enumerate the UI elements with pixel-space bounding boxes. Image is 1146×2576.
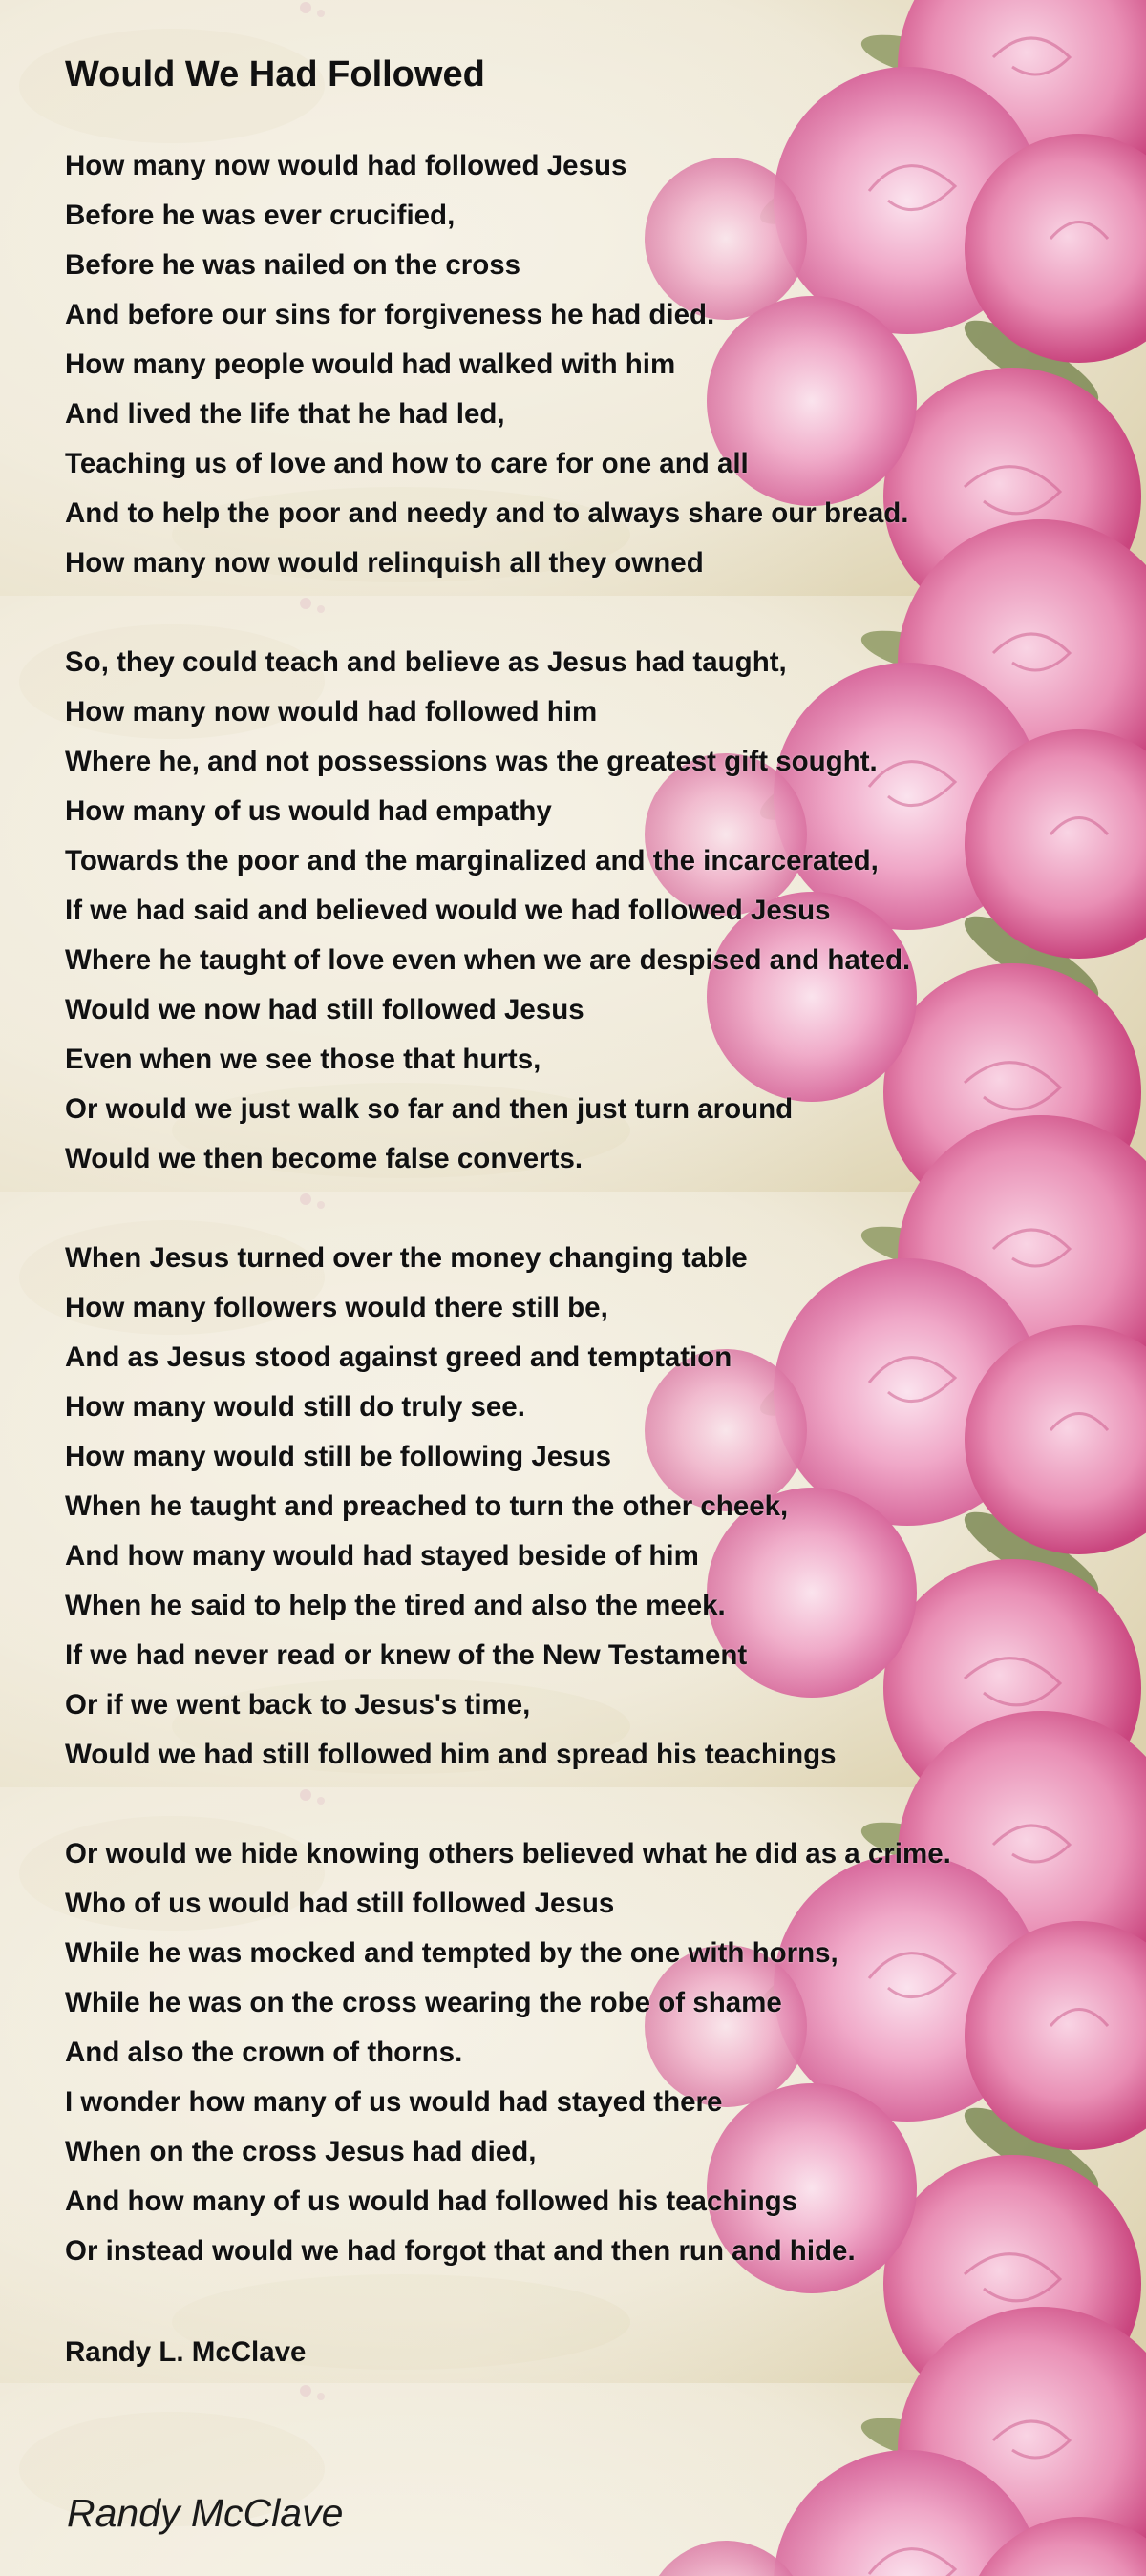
poem-line: How many would still do truly see.: [65, 1391, 525, 1423]
poem-line: How many of us would had empathy: [65, 795, 552, 827]
poem-line: Teaching us of love and how to care for one and all: [65, 448, 749, 479]
poem-line: If we had never read or knew of the New Testament: [65, 1639, 748, 1671]
poem-line: Would we then become false converts.: [65, 1143, 584, 1174]
poem-line: Where he, and not possessions was the greatest gift sought.: [65, 746, 878, 777]
stanza-2: [65, 638, 910, 1184]
poem-line: And before our sins for forgiveness he had died.: [65, 299, 715, 330]
poem-line: Before he was nailed on the cross: [65, 249, 521, 281]
poem-line: Or would we hide knowing others believed what he did as a crime.: [65, 1838, 951, 1869]
poem-line: Who of us would had still followed Jesus: [65, 1888, 615, 1919]
poem-line: Towards the poor and the marginalized and the incarcerated,: [65, 845, 879, 876]
poem-author: Randy L. McClave: [65, 2336, 307, 2368]
author-signature: Randy McClave: [67, 2491, 344, 2535]
poem-line: Or would we just walk so far and then just turn around: [65, 1093, 794, 1125]
poem-line: And as Jesus stood against greed and temptation: [65, 1341, 732, 1373]
stanza-1: [65, 141, 909, 588]
poem-line: And how many would had stayed beside of him: [65, 1540, 699, 1572]
poem-line: And also the crown of thorns.: [65, 2037, 463, 2068]
poem-line: And how many of us would had followed his teachings: [65, 2185, 798, 2217]
poem-line: Would we had still followed him and spread his teachings: [65, 1739, 837, 1770]
poem-line: When Jesus turned over the money changing table: [65, 1242, 748, 1274]
poem-line: How many people would had walked with him: [65, 348, 676, 380]
poem-line: How many followers would there still be,: [65, 1292, 608, 1323]
poem-line: How many would still be following Jesus: [65, 1441, 612, 1472]
poem-line: And to help the poor and needy and to always share our bread.: [65, 497, 909, 529]
poem-line: How many now would relinquish all they owned: [65, 547, 704, 579]
poem-line: When he taught and preached to turn the other cheek,: [65, 1490, 789, 1522]
poem-line: Before he was ever crucified,: [65, 200, 456, 231]
poem-line: When he said to help the tired and also the meek.: [65, 1590, 726, 1621]
poem-title: Would We Had Followed: [65, 54, 485, 95]
poem-line: How many now would had followed him: [65, 696, 598, 728]
stanza-3: [65, 1234, 837, 1780]
poem-line: While he was mocked and tempted by the one with horns,: [65, 1937, 838, 1969]
poem-line: So, they could teach and believe as Jesus had taught,: [65, 646, 787, 678]
poem-line: I wonder how many of us would had stayed there: [65, 2086, 723, 2118]
poem-line: Or instead would we had forgot that and then run and hide.: [65, 2235, 856, 2267]
poem-line: When on the cross Jesus had died,: [65, 2136, 537, 2167]
stanza-4: [65, 1829, 951, 2276]
poem-line: Even when we see those that hurts,: [65, 1044, 541, 1075]
poem-line: Would we now had still followed Jesus: [65, 994, 584, 1025]
poem-line: Or if we went back to Jesus's time,: [65, 1689, 531, 1721]
poem-line: How many now would had followed Jesus: [65, 150, 627, 181]
poem-line: Where he taught of love even when we are despised and hated.: [65, 944, 911, 976]
poem-line: While he was on the cross wearing the robe of shame: [65, 1987, 782, 2018]
poem-line: And lived the life that he had led,: [65, 398, 505, 430]
poem-line: If we had said and believed would we had followed Jesus: [65, 895, 831, 926]
